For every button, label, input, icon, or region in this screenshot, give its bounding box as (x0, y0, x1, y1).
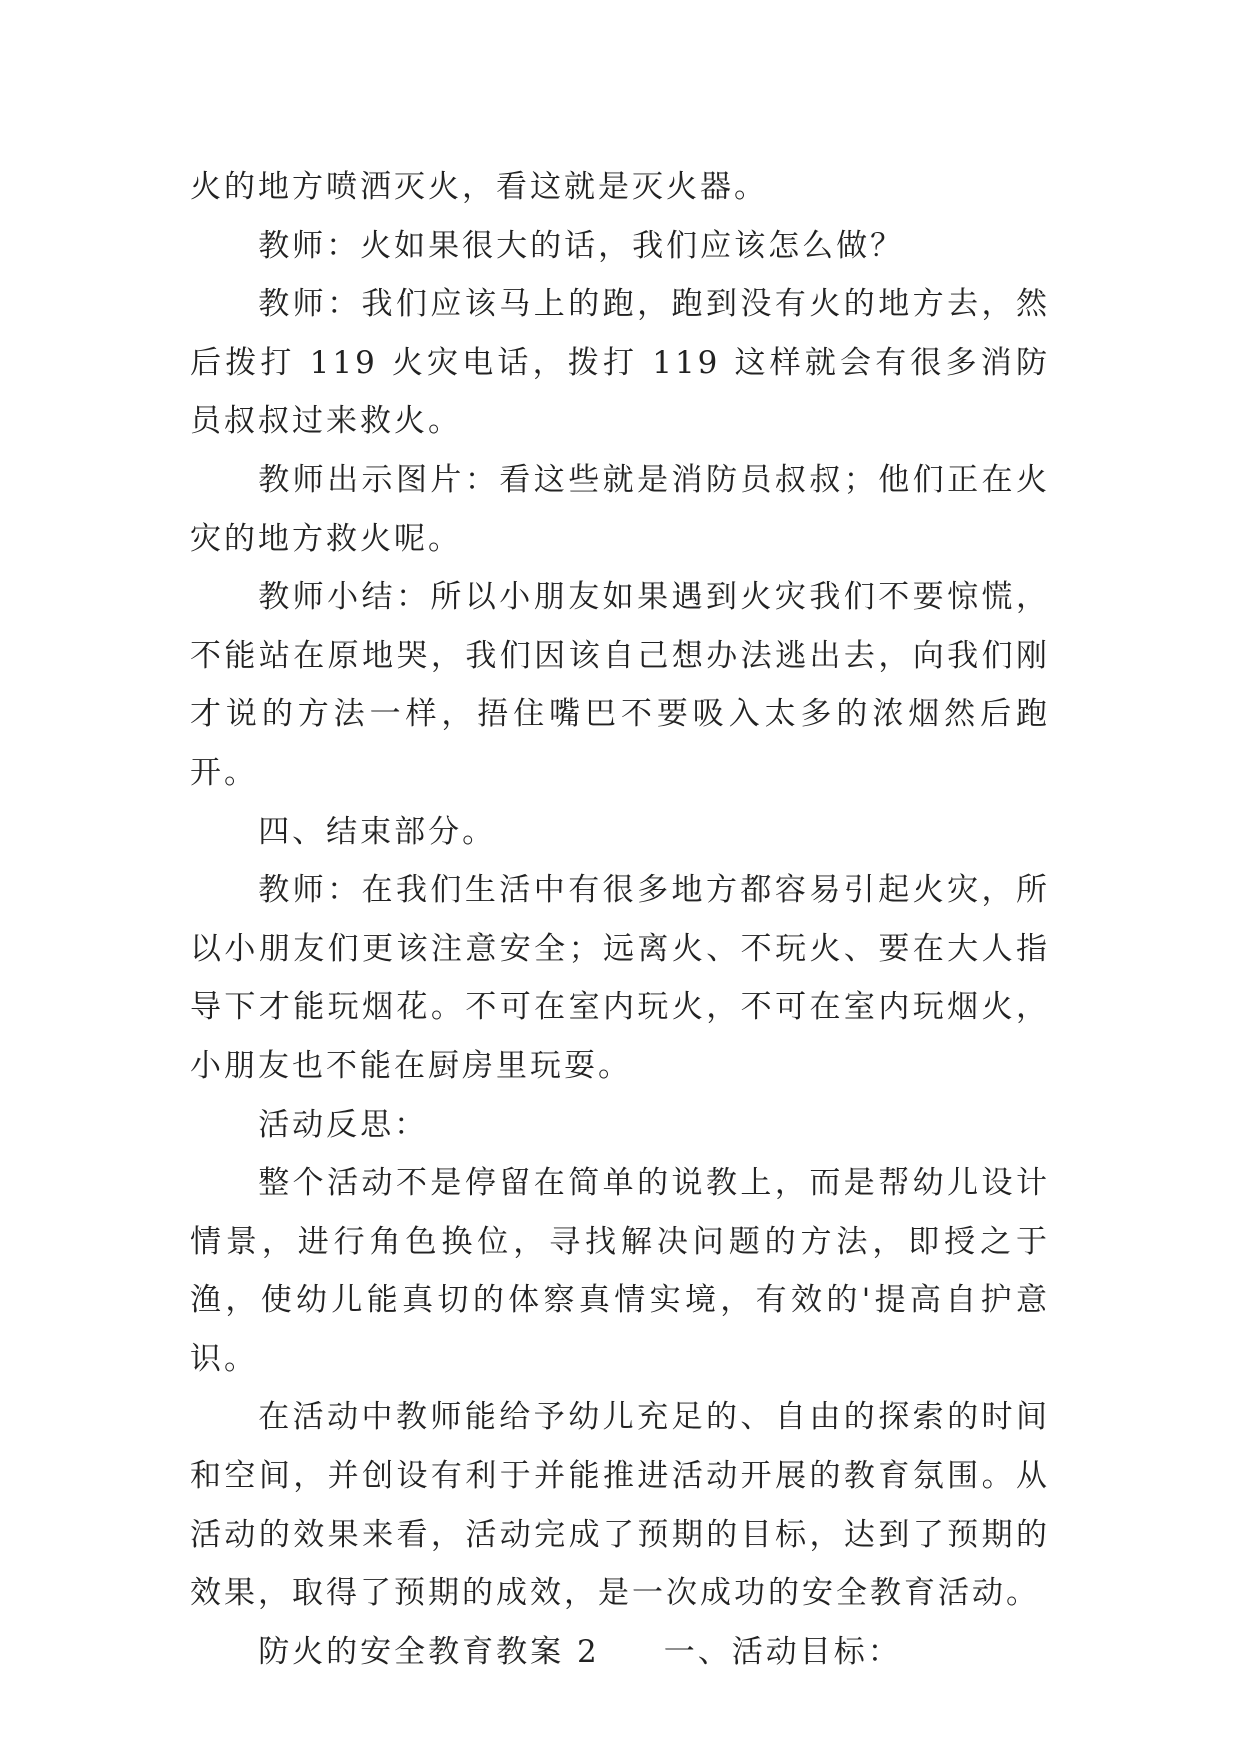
paragraph: 教师小结：所以小朋友如果遇到火灾我们不要惊慌，不能站在原地哭，我们因该自己想办法逃出去，向我们刚才说的方法一样，捂住嘴巴不要吸入太多的浓烟然后跑开。 (190, 579, 1050, 791)
paragraph: 教师：我们应该马上的跑，跑到没有火的地方去，然后拨打 119 火灾电话，拨打 119 这样就会有很多消防员叔叔过来救火。 (190, 286, 1050, 440)
section-heading: 四、结束部分。 (258, 813, 497, 850)
paragraph: 教师：在我们生活中有很多地方都容易引起火灾，所以小朋友们更该注意安全；远离火、不玩火、要在大人指导下才能玩烟花。不可在室内玩火，不可在室内玩烟火，小朋友也不能在厨房里玩耍。 (190, 872, 1050, 1084)
section-heading: 活动反思： (258, 1106, 429, 1143)
paragraph: 教师出示图片：看这些就是消防员叔叔；他们正在火灾的地方救火呢。 (190, 461, 1050, 557)
paragraph: 整个活动不是停留在简单的说教上，而是帮幼儿设计情景，进行角色换位，寻找解决问题的方法，即授之于渔，使幼儿能真切的体察真情实境，有效的'提高自护意识。 (190, 1165, 1050, 1377)
paragraph: 在活动中教师能给予幼儿充足的、自由的探索的时间和空间，并创设有利于并能推进活动开展的教育氛围。从活动的效果来看，活动完成了预期的目标，达到了预期的效果，取得了预期的成效，是一次成功的安全教育活动。 (190, 1399, 1050, 1612)
final-line (190, 1623, 1050, 1682)
paragraph: 教师：火如果很大的话，我们应该怎么做？ (258, 227, 905, 264)
lesson-plan-title: 防火的安全教育教案 2 (258, 1633, 600, 1670)
paragraph: 火的地方喷洒灭火，看这就是灭火器。 (190, 169, 768, 205)
objectives-heading: 一、活动目标： (663, 1633, 902, 1670)
document-body (190, 158, 1050, 1681)
